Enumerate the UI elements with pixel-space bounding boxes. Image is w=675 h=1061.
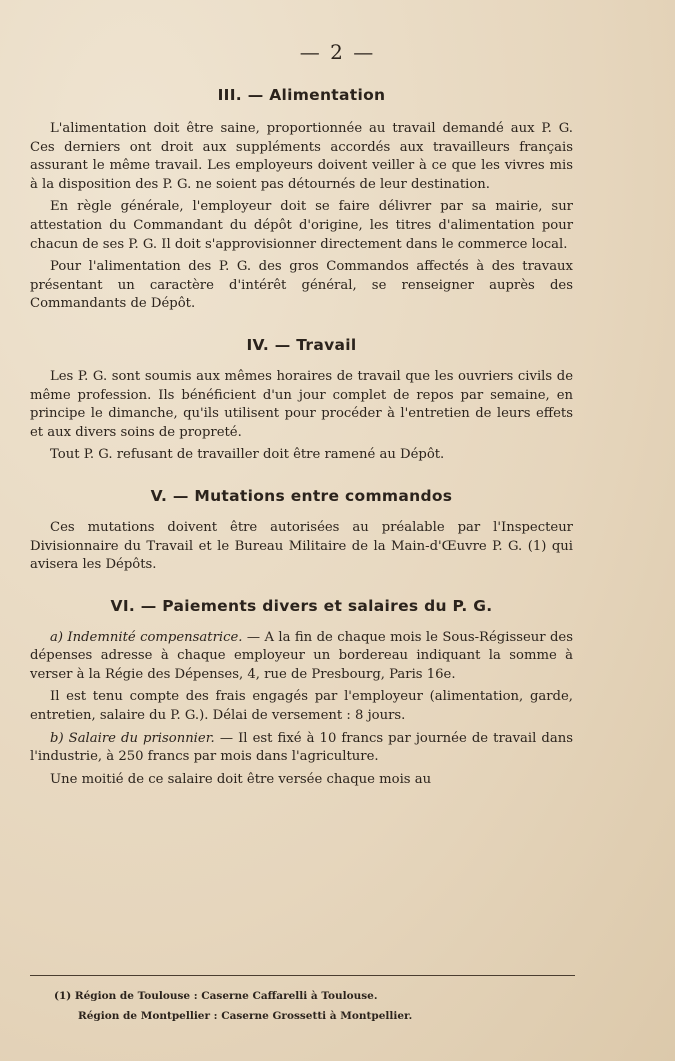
page-number: — 2 — bbox=[299, 40, 376, 64]
paragraph: Pour l'alimentation des P. G. des gros Commandos affectés à des travaux présentant un caractère d'intérêt général, se renseigner auprès des Commandants de Dépôt. bbox=[30, 259, 573, 312]
section-title-travail: IV. — Travail bbox=[246, 335, 357, 354]
section-title-paiements: VI. — Paiements divers et salaires du P. G. bbox=[110, 596, 493, 615]
footnote-divider bbox=[30, 975, 575, 976]
item-label: b) Salaire du prisonnier. bbox=[50, 730, 215, 746]
item-label: a) Indemnité compensatrice. bbox=[50, 629, 243, 645]
item-text: Il est tenu compte des frais engagés par l'employeur (alimentation, garde, entretien, salaire du P. G.). Délai de versement : 8 jours. bbox=[30, 689, 573, 724]
item-text: — A la fin de chaque mois le Sous-Régisseur des dépenses adresse à chaque employeur un bordereau indiquant la somme à verser à la Régie des Dépenses, 4, rue de Presbourg, Paris 16e. bbox=[30, 629, 573, 682]
item-text: — Il est fixé à 10 francs par journée de travail dans l'industrie, à 250 francs par mois dans l'agriculture. bbox=[30, 730, 573, 765]
paragraph: Les P. G. sont soumis aux mêmes horaires de travail que les ouvriers civils de même profession. Ils bénéficient d'un jour complet de repos par semaine, en principe le dimanche, qu'ils utilisent pour procéder à l'entretien de leurs effets et aux divers soins de propreté. bbox=[30, 368, 573, 440]
footnote-1: (1) Région de Toulouse : Caserne Caffarelli à Toulouse. bbox=[54, 990, 378, 1002]
paragraph-salaire bbox=[30, 730, 573, 767]
item-text: Une moitié de ce salaire doit être versée chaque mois au bbox=[50, 771, 432, 787]
paragraph-indemnite bbox=[30, 629, 573, 685]
document-body bbox=[30, 86, 573, 789]
paragraph bbox=[30, 771, 573, 790]
footnote-2: Région de Montpellier : Caserne Grossetti à Montpellier. bbox=[78, 1010, 413, 1022]
section-title-alimentation: III. — Alimentation bbox=[217, 86, 386, 104]
paragraph: Ces mutations doivent être autorisées au préalable par l'Inspecteur Divisionnaire du Travail et le Bureau Militaire de la Main-d'Œuvre P. G. (1) qui avisera les Dépôts. bbox=[30, 519, 573, 573]
paragraph: Tout P. G. refusant de travailler doit être ramené au Dépôt. bbox=[50, 447, 445, 463]
paragraph: En règle générale, l'employeur doit se faire délivrer par sa mairie, sur attestation du Commandant du dépôt d'origine, les titres d'alimentation pour chacun de ses P. G. Il doit s'approvisionner directement dans le commerce local. bbox=[30, 199, 573, 252]
footnotes bbox=[54, 986, 574, 1026]
section-title-mutations: V. — Mutations entre commandos bbox=[150, 486, 453, 505]
paragraph bbox=[30, 688, 573, 725]
paragraph: L'alimentation doit être saine, proportionnée au travail demandé aux P. G. Ces derniers ont droit aux suppléments accordés aux travailleurs français assurant le même travail. Les employeurs doivent veiller à ce que les vivres mis à la disposition des P. G. ne soient pas détournés de leur destination. bbox=[30, 121, 573, 192]
